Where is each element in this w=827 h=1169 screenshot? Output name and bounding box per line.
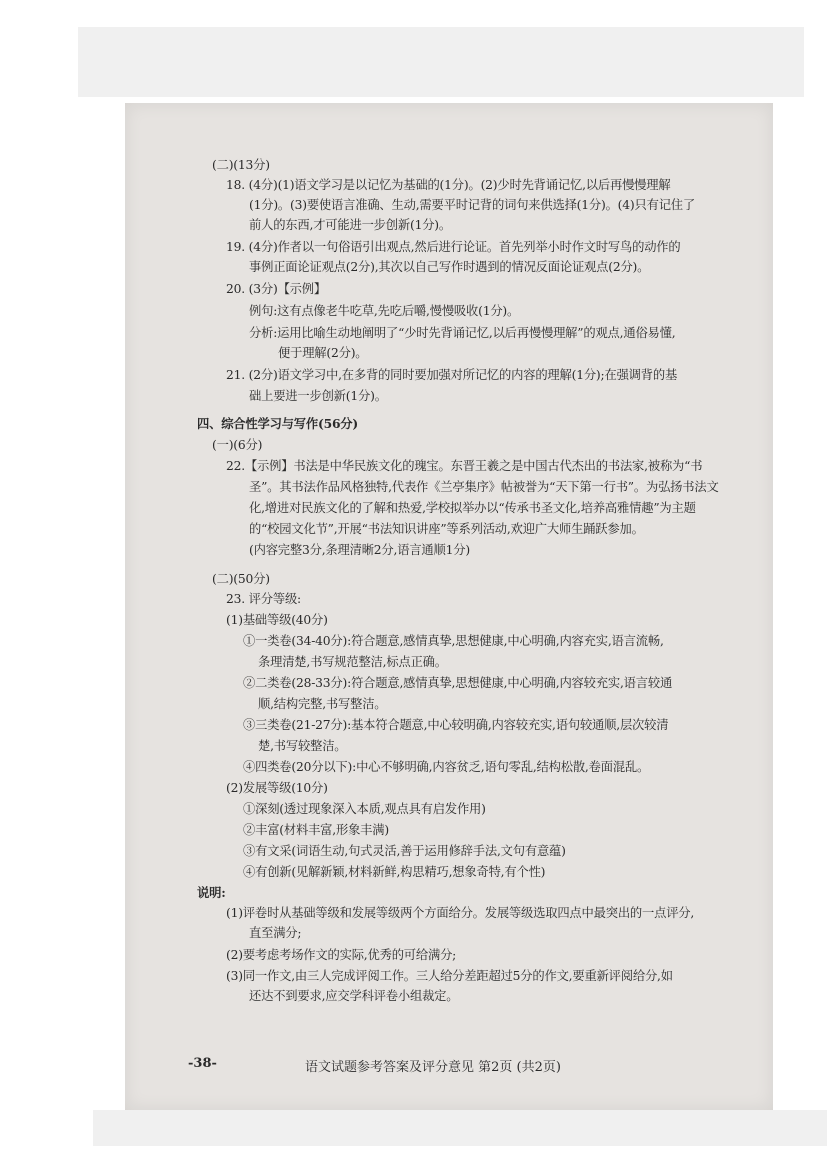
text-line: (1)评卷时从基础等级和发展等级两个方面给分。发展等级选取四点中最突出的一点评分, (226, 906, 695, 920)
text-line: (内容完整3分,条理清晰2分,语言通顺1分) (249, 543, 470, 557)
text-line: 21. (2分)语文学习中,在多背的同时要加强对所记忆的内容的理解(1分);在强调背的基 (226, 368, 678, 382)
bottom-gray-band (93, 1110, 827, 1146)
text-line: 例句:这有点像老牛吃草,先吃后嚼,慢慢吸收(1分)。 (249, 304, 520, 318)
text-line: 条理清楚,书写规范整洁,标点正确。 (258, 655, 447, 669)
text-line: ②二类卷(28-33分):符合题意,感情真挚,思想健康,中心明确,内容较充实,语言较通 (243, 676, 673, 690)
section-heading: (二)(13分) (212, 158, 270, 172)
text-line: (3)同一作文,由三人完成评阅工作。三人给分差距超过5分的作文,要重新评阅给分,如 (226, 969, 673, 983)
text-line: ③三类卷(21-27分):基本符合题意,中心较明确,内容较充实,语句较通顺,层次较清 (243, 718, 669, 732)
text-line: (1)基础等级(40分) (226, 613, 328, 627)
text-line: 化,增进对民族文化的了解和热爱,学校拟举办以“传承书圣文化,培养高雅情趣”为主题 (249, 501, 696, 515)
section-heading: (一)(6分) (212, 438, 263, 452)
text-line: (2)发展等级(10分) (226, 781, 328, 795)
text-line: 便于理解(2分)。 (278, 346, 368, 360)
text-line: 还达不到要求,应交学科评卷小组裁定。 (249, 989, 459, 1003)
notes-heading: 说明: (197, 885, 226, 900)
text-line: 楚,书写较整洁。 (258, 739, 347, 753)
text-line: ①深刻(透过现象深入本质,观点具有启发作用) (243, 802, 486, 816)
text-line: ③有文采(词语生动,句式灵活,善于运用修辞手法,文句有意蕴) (243, 844, 566, 858)
page-footer-title: 语文试题参考答案及评分意见 第2页 (共2页) (305, 1060, 561, 1075)
text-line: 22.【示例】书法是中华民族文化的瑰宝。东晋王羲之是中国古代杰出的书法家,被称为“书 (226, 459, 703, 473)
text-line: 前人的东西,才可能进一步创新(1分)。 (249, 218, 451, 232)
text-line: 分析:运用比喻生动地阐明了“少时先背诵记忆,以后再慢慢理解”的观点,通俗易懂, (249, 326, 676, 340)
section-heading: 四、综合性学习与写作(56分) (197, 416, 359, 431)
text-line: 顺,结构完整,书写整洁。 (258, 697, 387, 711)
text-line: 础上要进一步创新(1分)。 (249, 389, 387, 403)
text-line: 18. (4分)(1)语文学习是以记忆为基础的(1分)。(2)少时先背诵记忆,以后再慢慢理解 (226, 178, 671, 192)
page-number: -38- (188, 1056, 217, 1071)
text-line: 的“校园文化节”,开展“书法知识讲座”等系列活动,欢迎广大师生踊跃参加。 (249, 522, 644, 536)
text-line: 20. (3分)【示例】 (226, 282, 326, 296)
text-line: ①一类卷(34-40分):符合题意,感情真挚,思想健康,中心明确,内容充实,语言流畅, (243, 634, 664, 648)
text-line: 23. 评分等级: (226, 592, 301, 606)
text-line: ④四类卷(20分以下):中心不够明确,内容贫乏,语句零乱,结构松散,卷面混乱。 (243, 760, 650, 774)
scanned-document-page (125, 103, 773, 1110)
text-line: (1分)。(3)要使语言准确、生动,需要平时记背的词句来供选择(1分)。(4)只有记住了 (249, 198, 695, 212)
text-line: 19. (4分)作者以一句俗语引出观点,然后进行论证。首先列举小时作文时写鸟的动作的 (226, 240, 681, 254)
text-line: ④有创新(见解新颖,材料新鲜,构思精巧,想象奇特,有个性) (243, 865, 546, 879)
text-line: 圣”。其书法作品风格独特,代表作《兰亭集序》帖被誉为“天下第一行书”。为弘扬书法文 (249, 480, 719, 494)
top-gray-band (78, 27, 804, 97)
text-line: 事例正面论证观点(2分),其次以自己写作时遇到的情况反面论证观点(2分)。 (249, 260, 650, 274)
text-line: ②丰富(材料丰富,形象丰满) (243, 823, 389, 837)
text-line: (2)要考虑考场作文的实际,优秀的可给满分; (226, 948, 457, 962)
section-heading: (二)(50分) (212, 572, 270, 586)
text-line: 直至满分; (249, 926, 302, 940)
